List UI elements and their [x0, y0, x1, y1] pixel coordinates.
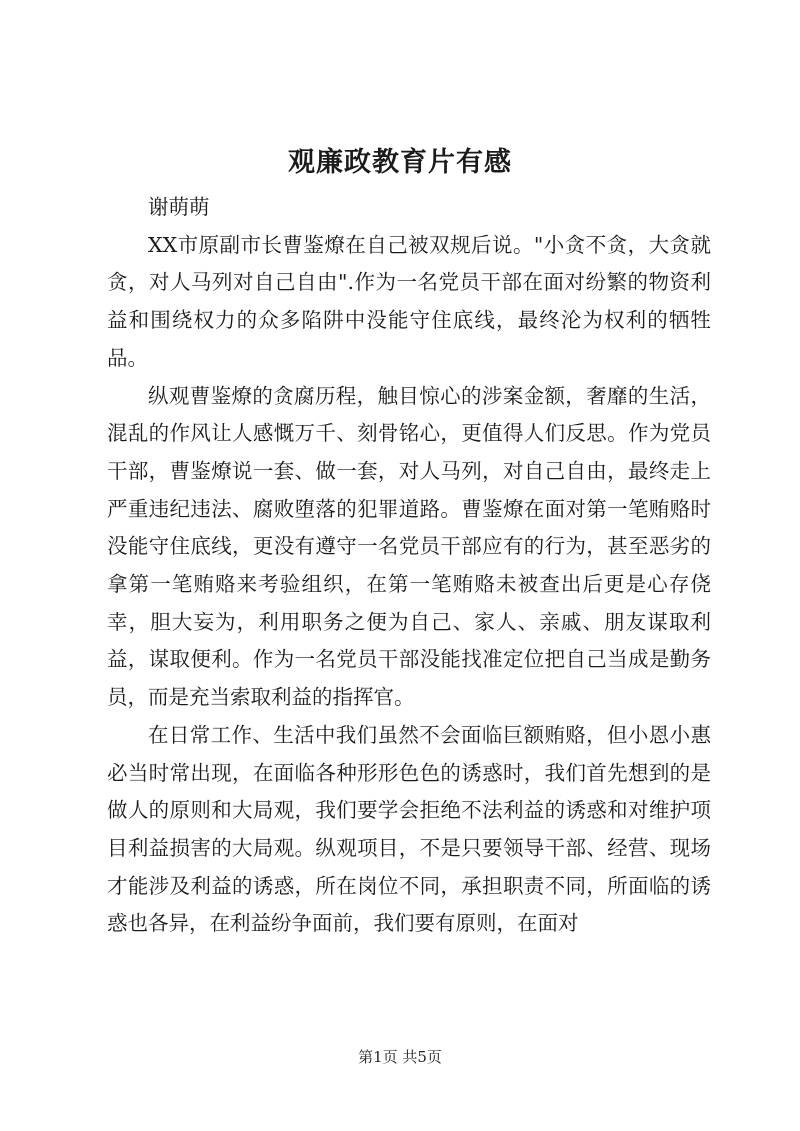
paragraph-1: XX市原副市长曹鉴燎在自己被双规后说。"小贪不贪，大贪就贪，对人马列对自己自由".作为一名党员干部在面对纷繁的物资利益和围绕权力的众多陷阱中没能守住底线，最终沦为权利的牺牲品。 [107, 232, 711, 370]
paragraph-2: 纵观曹鉴燎的贪腐历程，触目惊心的涉案金额，奢靡的生活，混乱的作风让人感慨万千、刻骨铭心，更值得人们反思。作为党员干部，曹鉴燎说一套、做一套，对人马列，对自己自由，最终走上严重违纪违法、腐败堕落的犯罪道路。曹鉴燎在面对第一笔贿赂时没能守住底线，更没有遵守一名党员干部应有的行为，甚至恶劣的拿第一笔贿赂来考验组织，在第一笔贿赂未被查出后更是心存侥幸，胆大妄为，利用职务之便为自己、家人、亲戚、朋友谋取利益，谋取便利。作为一名党员干部没能找准定位把自己当成是勤务员，而是充当索取利益的指挥官。 [107, 383, 711, 710]
author-name: 谢萌萌 [148, 195, 210, 219]
document-body [107, 189, 711, 943]
paragraph-3: 在日常工作、生活中我们虽然不会面临巨额贿赂，但小恩小惠必当时常出现，在面临各种形形色色的诱惑时，我们首先想到的是做人的原则和大局观，我们要学会拒绝不法利益的诱惑和对维护项目利益损害的大局观。纵观项目，不是只要领导干部、经营、现场才能涉及利益的诱惑，所在岗位不同，承担职责不同，所面临的诱惑也各异，在利益纷争面前，我们要有原则，在面对 [107, 722, 711, 936]
document-title: 观廉政教育片有感 [288, 147, 512, 178]
page-footer: 第1页 共5页 [358, 1048, 442, 1066]
